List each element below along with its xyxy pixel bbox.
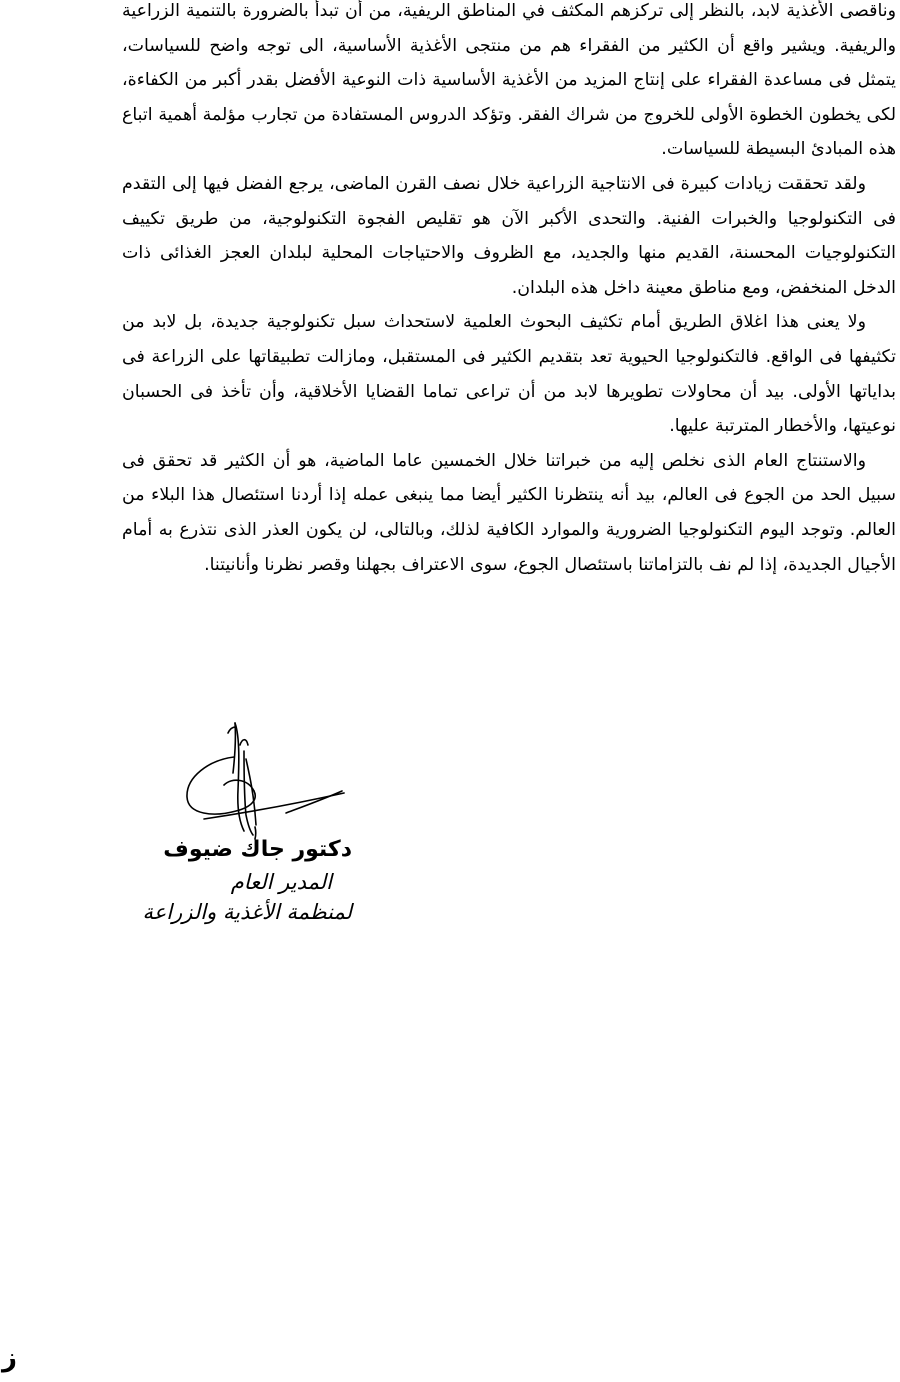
paragraph-2: ولقد تحققت زيادات كبيرة فى الانتاجية الزراعية خلال نصف القرن الماضى، يرجع الفضل فيها إلى التقدم فى التكنولوجيا والخبرات الفنية. والتحدى الأكبر الآن هو تقليص الفجوة التكنولوجية، من طريق تكييف التكنولوجيات المحسنة، القديم منها والجديد، مع الظروف والاحتياجات المحلية لبلدان العجز الغذائى ذات الدخل المنخفض، ومع مناطق معينة داخل هذه البلدان.	[122, 173, 896, 298]
letter-body	[122, 0, 896, 582]
signatory-title: المدير العام	[230, 870, 332, 894]
page-marker: ز	[2, 1343, 17, 1373]
signature-block	[126, 715, 366, 945]
paragraph-4: والاستنتاج العام الذى نخلص إليه من خبراتنا خلال الخمسين عاما الماضية، هو أن الكثير قد تحقق فى سبيل الحد من الجوع فى العالم، بيد أنه ينتظرنا الكثير أيضا مما ينبغى عمله إذا أردنا استئصال هذا البلاء من العالم. وتوجد اليوم التكنولوجيا الضرورية والموارد الكافية لذلك، وبالتالى، لن يكون العذر الذى نتذرع به أمام الأجيال الجديدة، إذا لم نف بالتزاماتنا باستئصال الجوع، سوى الاعتراف بجهلنا وقصر نظرنا وأنانيتنا.	[122, 450, 896, 575]
paragraph-3: ولا يعنى هذا اغلاق الطريق أمام تكثيف البحوث العلمية لاستحداث سبل تكنولوجية جديدة، بل لابد من تكثيفها فى الواقع. فالتكنولوجيا الحيوية تعد بتقديم الكثير فى المستقبل، ومازالت تطبيقاتها على الزراعة فى بداياتها الأولى. بيد أن محاولات تطويرها لابد من أن تراعى تماما القضايا الأخلاقية، وأن تأخذ فى الحسبان نوعيتها، والأخطار المترتبة عليها.	[122, 312, 896, 437]
paragraph-1: وناقصى الأغذية لابد، بالنظر إلى تركزهم المكثف في المناطق الريفية، من أن تبدأ بالضرورة بالتنمية الزراعية والريفية. ويشير واقع أن الكثير من الفقراء هم من منتجى الأغذية الأساسية، الى توجه واضح للسياسات، يتمثل فى مساعدة الفقراء على إنتاج المزيد من الأغذية الأساسية ذات النوعية الأفضل بقدر أكبر من الكفاءة، لكى يخطون الخطوة الأولى للخروج من شراك الفقر. وتؤكد الدروس المستفادة من تجارب مؤلمة أهمية اتباع هذه المبادئ البسيطة للسياسات.	[122, 1, 896, 160]
signatory-name: دكتور جاك ضيوف	[163, 837, 352, 862]
handwritten-signature	[174, 715, 354, 840]
signatory-organization: لمنظمة الأغذية والزراعة	[142, 900, 352, 924]
